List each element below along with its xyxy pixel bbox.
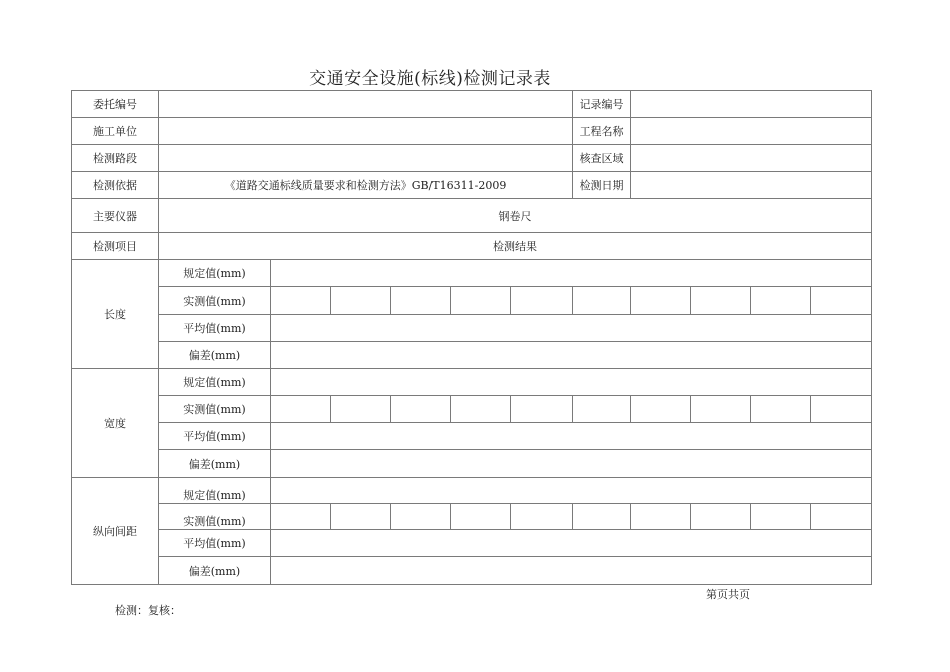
measured-value-cell[interactable] <box>451 287 511 315</box>
row-label: 规定值(mm) <box>159 478 271 504</box>
commission-no-value[interactable] <box>159 91 573 118</box>
measured-value-cell[interactable] <box>573 287 631 315</box>
item-label: 检测项目 <box>72 233 159 260</box>
measured-value-cell[interactable] <box>451 396 511 423</box>
row-label: 实测值(mm) <box>159 504 271 530</box>
deviation-value-cell[interactable] <box>271 342 872 369</box>
measured-value-cell[interactable] <box>751 396 811 423</box>
average-value-cell[interactable] <box>271 423 872 450</box>
average-value-cell[interactable] <box>271 530 872 557</box>
measured-value-cell[interactable] <box>631 287 691 315</box>
standard-value-cell[interactable] <box>271 369 872 396</box>
page-title: 交通安全设施(标线)检测记录表 <box>309 69 551 89</box>
project-name-value[interactable] <box>631 118 872 145</box>
check-area-label: 核查区域 <box>573 145 631 172</box>
measured-value-cell[interactable] <box>811 287 872 315</box>
measured-value-cell[interactable] <box>271 396 331 423</box>
basis-value: 《道路交通标线质量要求和检测方法》GB/T16311-2009 <box>159 172 573 199</box>
row-label: 平均值(mm) <box>159 315 271 342</box>
measured-value-cell[interactable] <box>811 396 872 423</box>
record-no-label: 记录编号 <box>573 91 631 118</box>
page-counter: 第页共页 <box>706 588 750 601</box>
average-value-cell[interactable] <box>271 315 872 342</box>
result-label: 检测结果 <box>159 233 872 260</box>
row-label: 实测值(mm) <box>159 396 271 423</box>
measured-value-cell[interactable] <box>691 396 751 423</box>
measured-value-cell[interactable] <box>391 287 451 315</box>
deviation-value-cell[interactable] <box>271 450 872 478</box>
measured-value-cell[interactable] <box>573 396 631 423</box>
commission-no-label: 委托编号 <box>72 91 159 118</box>
project-name-label: 工程名称 <box>573 118 631 145</box>
section-name: 宽度 <box>72 369 159 478</box>
row-label: 规定值(mm) <box>159 369 271 396</box>
measured-value-cell[interactable] <box>631 396 691 423</box>
standard-value-cell[interactable] <box>271 260 872 287</box>
measured-value-cell[interactable] <box>331 504 391 530</box>
measured-value-cell[interactable] <box>391 504 451 530</box>
section-name: 长度 <box>72 260 159 369</box>
check-area-value[interactable] <box>631 145 872 172</box>
measured-value-cell[interactable] <box>511 396 573 423</box>
row-label: 平均值(mm) <box>159 530 271 557</box>
standard-value-cell[interactable] <box>271 478 872 504</box>
measured-value-cell[interactable] <box>573 504 631 530</box>
construction-unit-label: 施工单位 <box>72 118 159 145</box>
measured-value-cell[interactable] <box>511 287 573 315</box>
instrument-label: 主要仪器 <box>72 199 159 233</box>
date-label: 检测日期 <box>573 172 631 199</box>
measured-value-cell[interactable] <box>811 504 872 530</box>
measured-value-cell[interactable] <box>391 396 451 423</box>
road-section-value[interactable] <box>159 145 573 172</box>
row-label: 偏差(mm) <box>159 450 271 478</box>
measured-value-cell[interactable] <box>271 504 331 530</box>
measured-value-cell[interactable] <box>631 504 691 530</box>
row-label: 偏差(mm) <box>159 342 271 369</box>
row-label: 实测值(mm) <box>159 287 271 315</box>
deviation-value-cell[interactable] <box>271 557 872 585</box>
date-value[interactable] <box>631 172 872 199</box>
section-name: 纵向间距 <box>72 478 159 585</box>
row-label: 规定值(mm) <box>159 260 271 287</box>
measured-value-cell[interactable] <box>331 396 391 423</box>
basis-label: 检测依据 <box>72 172 159 199</box>
record-no-value[interactable] <box>631 91 872 118</box>
row-label: 平均值(mm) <box>159 423 271 450</box>
measured-value-cell[interactable] <box>751 504 811 530</box>
road-section-label: 检测路段 <box>72 145 159 172</box>
measured-value-cell[interactable] <box>511 504 573 530</box>
measured-value-cell[interactable] <box>751 287 811 315</box>
measured-value-cell[interactable] <box>451 504 511 530</box>
construction-unit-value[interactable] <box>159 118 573 145</box>
record-table <box>71 90 872 585</box>
measured-value-cell[interactable] <box>691 504 751 530</box>
measured-value-cell[interactable] <box>271 287 331 315</box>
signature-line: 检测：复核： <box>115 604 181 617</box>
measured-value-cell[interactable] <box>331 287 391 315</box>
row-label: 偏差(mm) <box>159 557 271 585</box>
measured-value-cell[interactable] <box>691 287 751 315</box>
instrument-value: 钢卷尺 <box>159 199 872 233</box>
